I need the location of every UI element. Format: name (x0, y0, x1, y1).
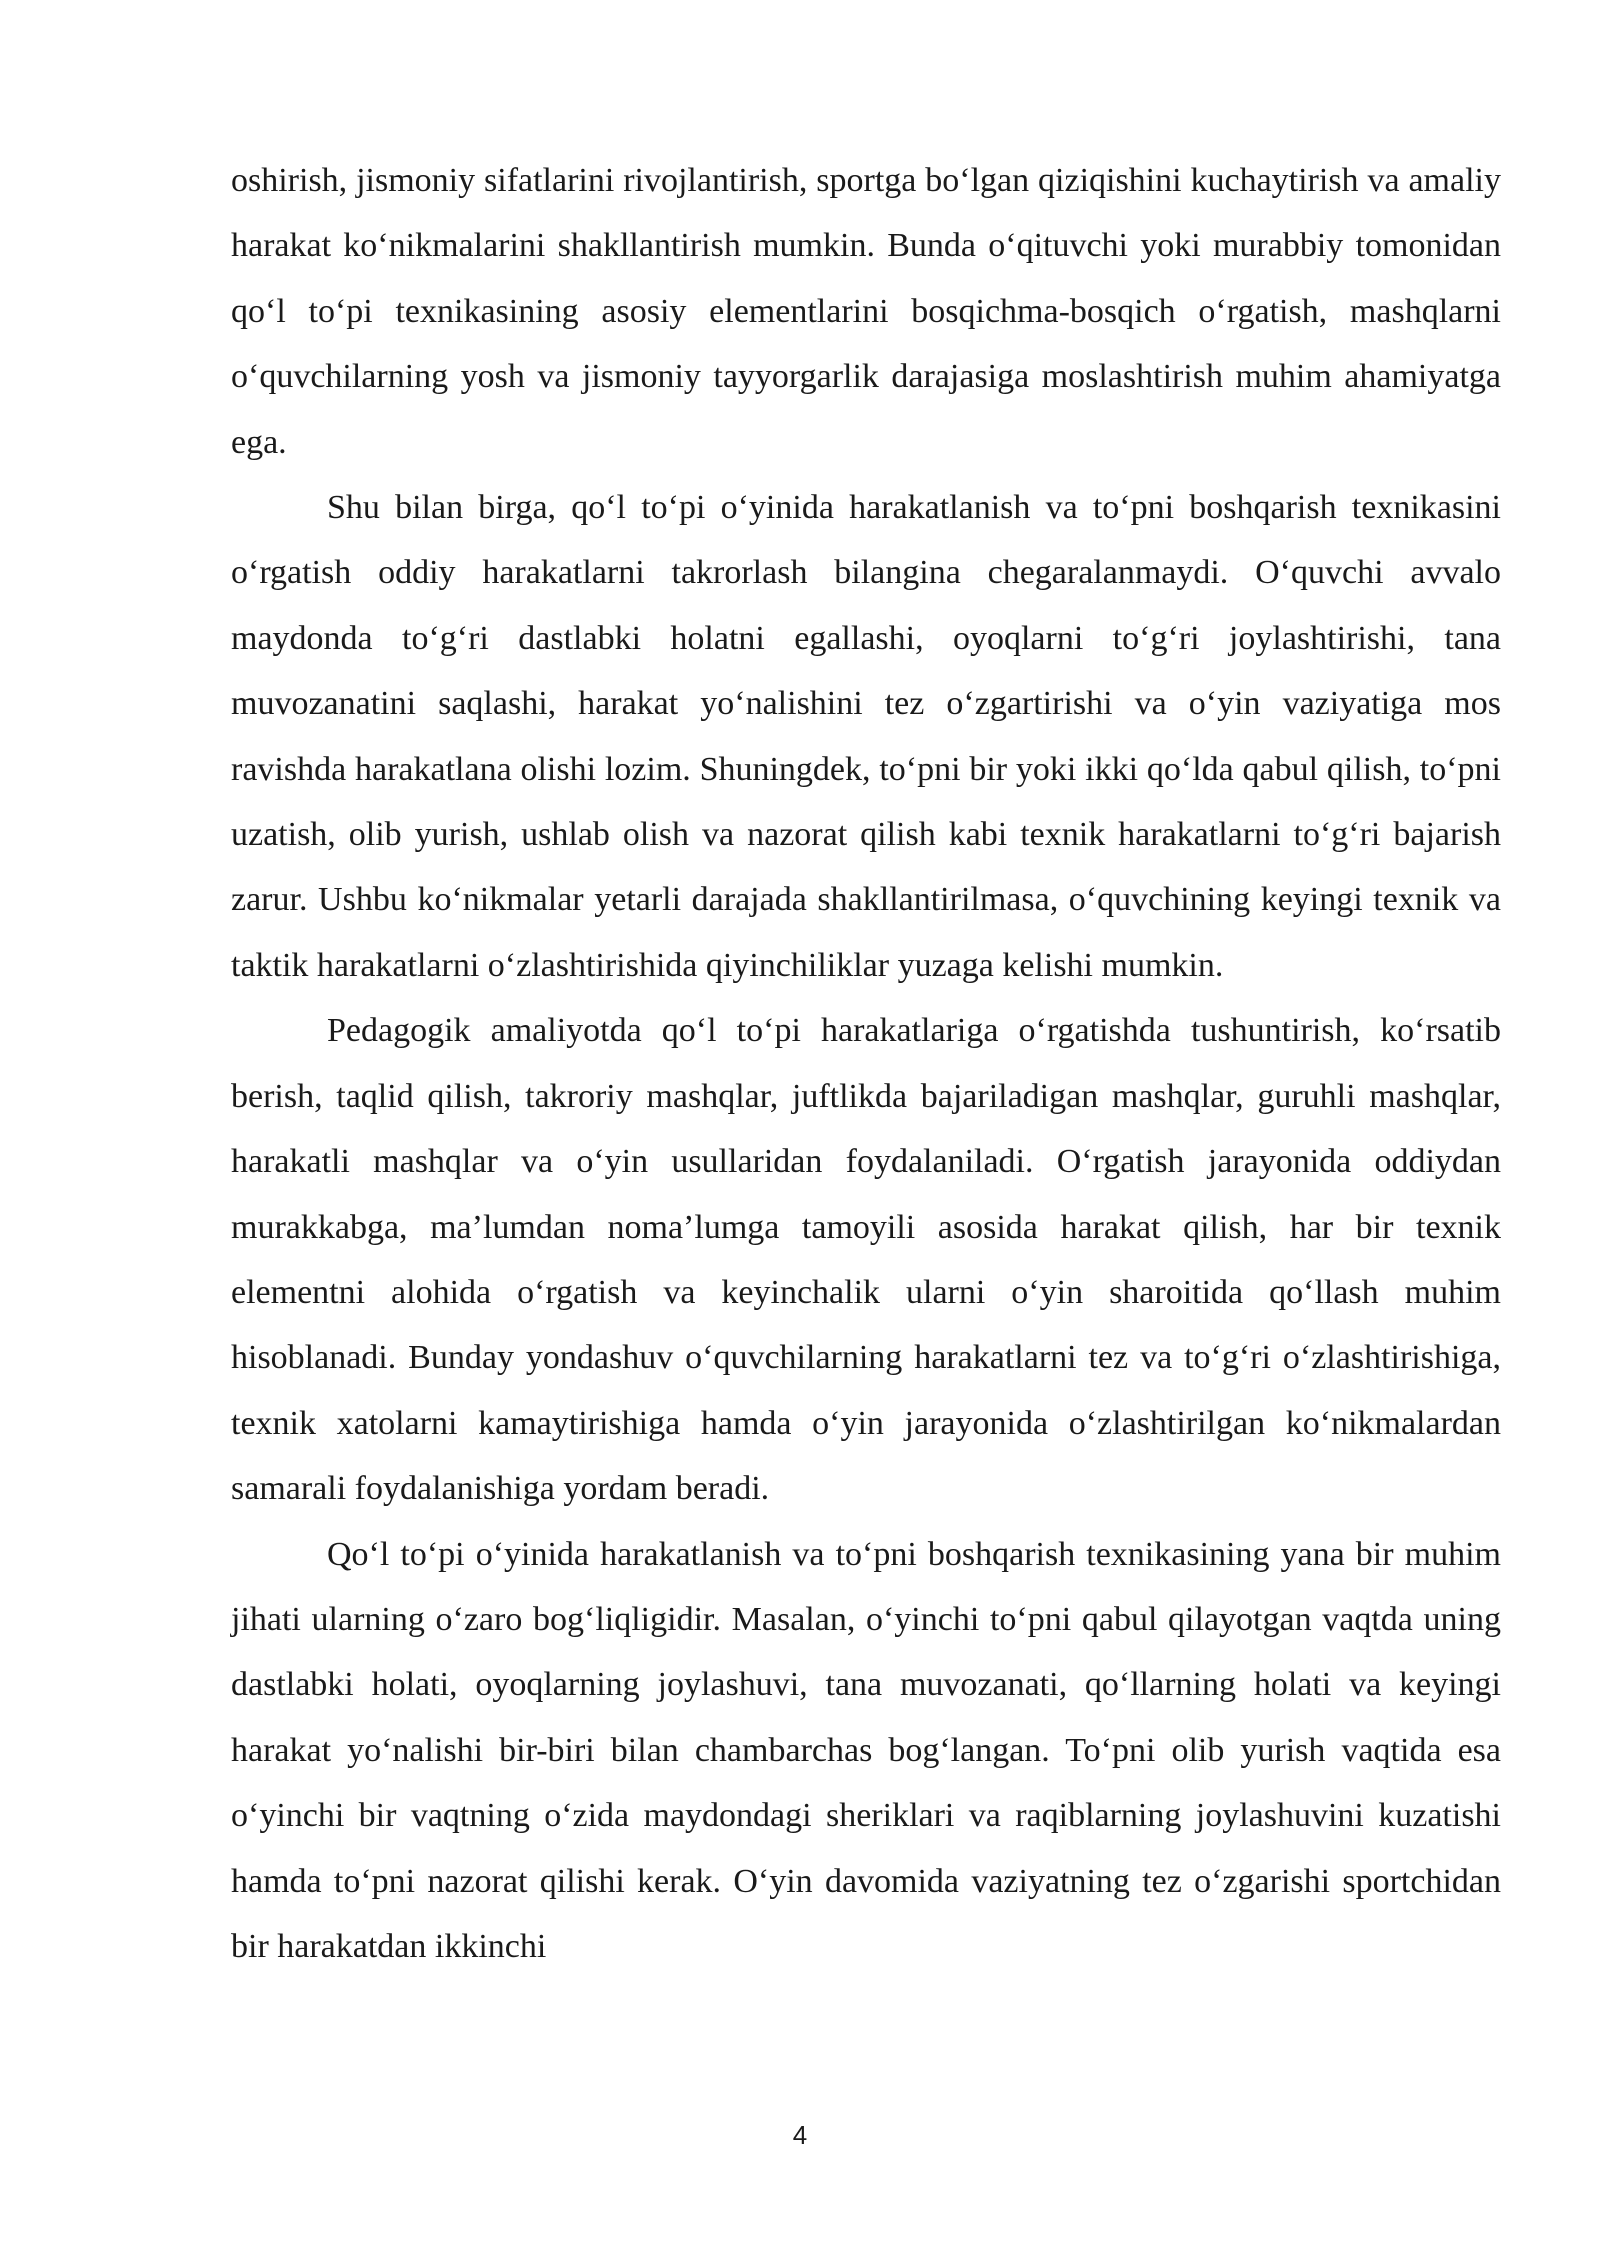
paragraph: Qo‘l to‘pi o‘yinida harakatlanish va to‘pni boshqarish texnikasining yana bir muhim jihati ularning o‘zaro bog‘liqligidir. Masalan, o‘yinchi to‘pni qabul qilayotgan vaqtda uning dastlabki holati, oyoqlarning joylashuvi, tana muvozanati, qo‘llarning holati va keyingi harakat yo‘nalishi bir-biri bilan chambarchas bog‘langan. To‘pni olib yurish vaqtida esa o‘yinchi bir vaqtning o‘zida maydondagi sheriklari va raqiblarning joylashuvini kuzatishi hamda to‘pni nazorat qilishi kerak. O‘yin davomida vaziyatning tez o‘zgarishi sportchidan bir harakatdan ikkinchi (231, 1535, 1501, 1965)
paragraph-continued: oshirish, jismoniy sifatlarini rivojlantirish, sportga bo‘lgan qiziqishini kuchaytirish va amaliy harakat ko‘nikmalarini shakllantirish mumkin. Bunda o‘qituvchi yoki murabbiy tomonidan qo‘l to‘pi texnikasining asosiy elementlarini bosqichma-bosqich o‘rgatish, mashqlarni o‘quvchilarning yosh va jismoniy tayyorgarlik darajasiga moslashtirish muhim ahamiyatga ega. (231, 162, 1501, 461)
page-number: 4 (792, 2120, 808, 2150)
body-text (231, 148, 1501, 1979)
paragraph: Pedagogik amaliyotda qo‘l to‘pi harakatlariga o‘rgatishda tushuntirish, ko‘rsatib berish, taqlid qilish, takroriy mashqlar, juftlikda bajariladigan mashqlar, guruhli mashqlar, harakatli mashqlar va o‘yin usullaridan foydalaniladi. O‘rgatish jarayonida oddiydan murakkabga, ma’lumdan noma’lumga tamoyili asosida harakat qilish, har bir texnik elementni alohida o‘rgatish va keyinchalik ularni o‘yin sharoitida qo‘llash muhim hisoblanadi. Bunday yondashuv o‘quvchilarning harakatlarni tez va to‘g‘ri o‘zlashtirishiga, texnik xatolarni kamaytirishiga hamda o‘yin jarayonida o‘zlashtirilgan ko‘nikmalardan samarali foydalanishiga yordam beradi. (231, 1012, 1501, 1508)
paragraph: Shu bilan birga, qo‘l to‘pi o‘yinida harakatlanish va to‘pni boshqarish texnikasini o‘rgatish oddiy harakatlarni takrorlash bilangina chegaralanmaydi. O‘quvchi avvalo maydonda to‘g‘ri dastlabki holatni egallashi, oyoqlarni to‘g‘ri joylashtirishi, tana muvozanatini saqlashi, harakat yo‘nalishini tez o‘zgartirishi va o‘yin vaziyatiga mos ravishda harakatlana olishi lozim. Shuningdek, to‘pni bir yoki ikki qo‘lda qabul qilish, to‘pni uzatish, olib yurish, ushlab olish va nazorat qilish kabi texnik harakatlarni to‘g‘ri bajarish zarur. Ushbu ko‘nikmalar yetarli darajada shakllantirilmasa, o‘quvchining keyingi texnik va taktik harakatlarni o‘zlashtirishida qiyinchiliklar yuzaga kelishi mumkin. (231, 489, 1501, 984)
